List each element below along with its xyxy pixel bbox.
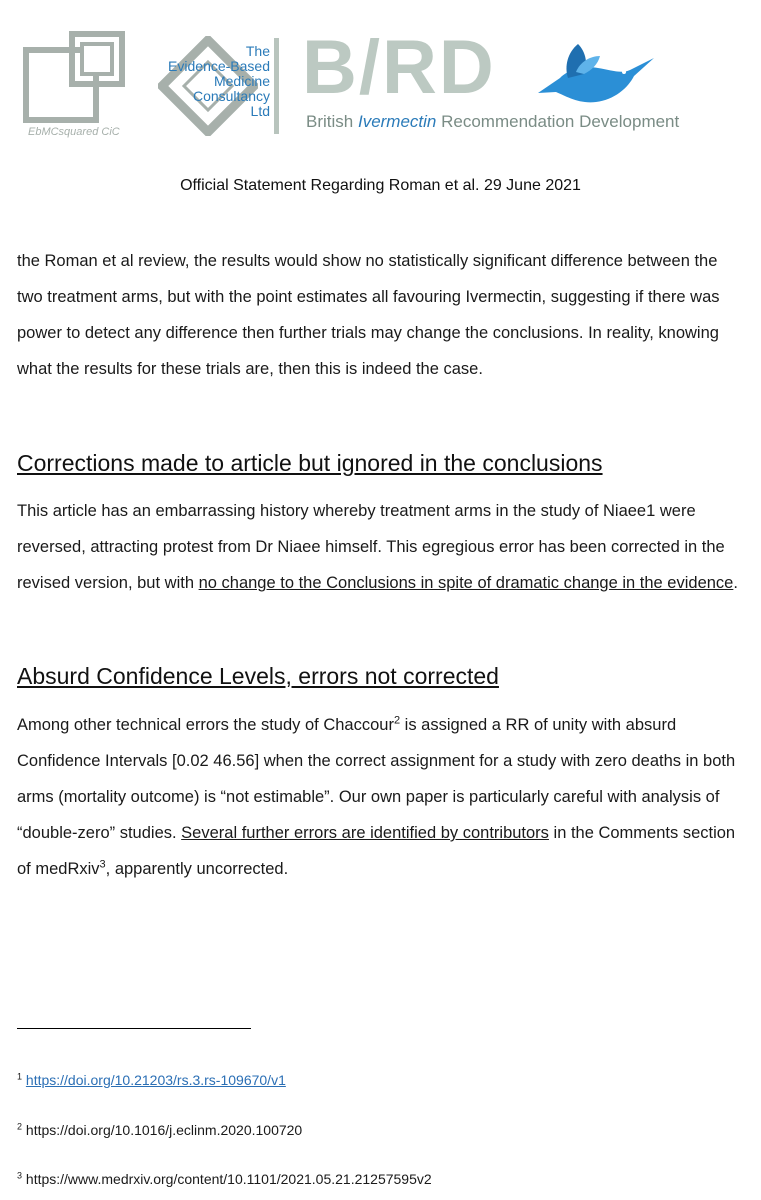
tagline-end: Recommendation Development [436,112,680,131]
ebm-caption: EbMCsquared CiC [28,126,120,138]
consultancy-line: Ltd [250,103,270,119]
hummingbird-icon [530,38,655,108]
consultancy-line: Medicine [213,73,270,89]
confidence-text-d: , apparently uncorrected. [105,860,289,878]
footnote-number: 1 [17,1071,23,1082]
section-heading-corrections: Corrections made to article but ignored in the conclusions [17,450,603,476]
confidence-text-c: in the Comments section of medRxiv [17,824,736,878]
footnote-text-2: https://doi.org/10.1016/j.eclinm.2020.100720 [25,1122,303,1138]
confidence-text-a: Among other technical errors the study of Chaccour [17,716,394,734]
tagline-start: British [306,112,358,131]
corrections-paragraph [17,493,747,601]
intro-paragraph: the Roman et al review, the results would show no statistically significant difference between the two treatment arms, but with the point estimates all favouring Ivermectin, suggesting if there was power to detect any difference then further trials may change the conclusions. In reality, knowing what the results for these trials are, then this is indeed the case. [17,252,720,378]
consultancy-line: Consultancy [192,88,270,104]
consultancy-line: The [245,43,270,59]
footnote-number: 2 [17,1121,23,1132]
confidence-underlined-text: Several further errors are identified by contributors [181,824,549,842]
section-heading-confidence: Absurd Confidence Levels, errors not corrected [17,663,499,689]
corrections-underlined-text: no change to the Conclusions in spite of dramatic change in the evidence [198,574,734,592]
tagline-ivermectin: Ivermectin [357,112,437,131]
bird-wordmark: B/RD [302,25,496,110]
bird-tagline [306,112,679,132]
footnote-link-1[interactable]: https://doi.org/10.21203/rs.3.rs-109670/v1 [25,1072,286,1088]
consultancy-line: Evidence-Based [168,58,270,74]
consultancy-name [160,44,270,119]
logo-divider [274,38,279,134]
footnote-1 [17,1072,286,1088]
footnote-3 [17,1171,432,1187]
footnote-ref-3: 3 [99,858,106,871]
statement-title: Official Statement Regarding Roman et al. 29 June 2021 [180,177,581,194]
footnote-separator [17,1028,251,1029]
corrections-text-end: . [733,574,738,592]
confidence-paragraph [17,707,747,887]
footnote-2 [17,1122,302,1138]
corrections-text: This article has an embarrassing history whereby treatment arms in the study of Niaee1 were reversed, attracting protest from Dr Niaee himself. This egregious error has been corrected in the revised version, but with [17,502,725,592]
confidence-text-b: is assigned a RR of unity with absurd Confidence Intervals [0.02 46.56] when the correct assignment for a study with zero deaths in both arms (mortality outcome) is “not estimable”. Our own paper is particularly careful with analysis of “double-zero” studies. [17,716,736,842]
footnote-number: 3 [17,1170,23,1181]
footnote-ref-2: 2 [393,714,401,727]
document-header [0,0,761,150]
footnote-text-3: https://www.medrxiv.org/content/10.1101/2021.05.21.21257595v2 [25,1171,432,1187]
